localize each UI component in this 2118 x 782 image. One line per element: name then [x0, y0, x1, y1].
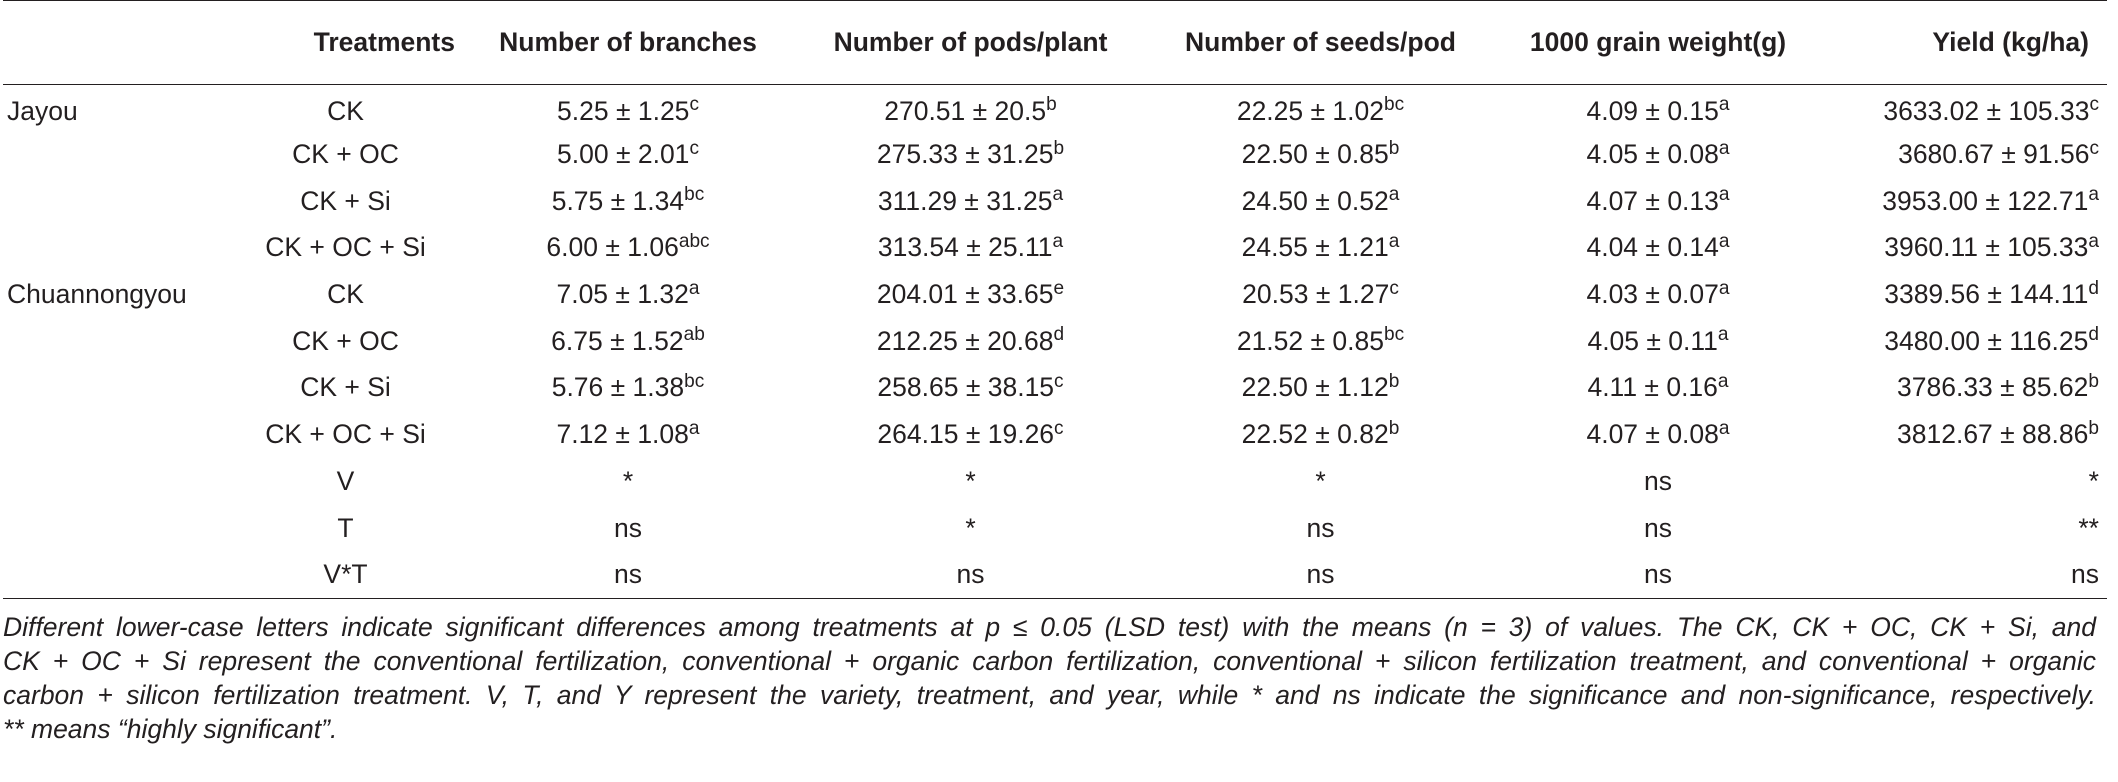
cell-value: 4.11 ± 0.16 — [1587, 372, 1718, 403]
yield-cell — [1823, 411, 2107, 458]
significance-letter: a — [1388, 230, 1400, 252]
treatment-cell: V*T — [228, 551, 463, 598]
pods-cell — [793, 178, 1148, 225]
significance-letter: b — [1053, 137, 1065, 159]
cell-value: 24.50 ± 0.52 — [1241, 185, 1389, 216]
cell-value: 4.09 ± 0.15 — [1586, 95, 1719, 126]
branches-cell — [463, 85, 793, 132]
table-row — [3, 85, 2107, 132]
significance-letter: bc — [1384, 94, 1405, 116]
cell-value: 5.00 ± 2.01 — [557, 139, 690, 170]
significance-letter: c — [2089, 137, 2099, 159]
branches-cell — [463, 271, 793, 318]
significance-letter: c — [1389, 277, 1399, 299]
cell-value: 4.07 ± 0.08 — [1586, 419, 1719, 450]
branches-cell — [463, 458, 793, 505]
cell-value: 5.76 ± 1.38 — [551, 372, 685, 403]
cell-value: 204.01 ± 33.65 — [876, 279, 1054, 310]
table-row — [3, 411, 2107, 458]
variety-cell — [3, 411, 228, 458]
significance-letter: bc — [1384, 324, 1405, 346]
pods-cell — [793, 131, 1148, 178]
branches-cell — [463, 178, 793, 225]
cell-value: 6.00 ± 1.06 — [546, 232, 679, 263]
significance-letter: abc — [678, 230, 710, 252]
significance-letter: a — [1718, 277, 1730, 299]
header-pods: Number of pods/plant — [793, 1, 1148, 85]
cell-value: 20.53 ± 1.27 — [1242, 279, 1390, 310]
cell-value: 21.52 ± 0.85 — [1236, 325, 1384, 356]
significance-letter: b — [1388, 417, 1400, 439]
significance-letter: c — [689, 137, 699, 159]
branches-cell — [463, 131, 793, 178]
treatment-cell: V — [336, 465, 355, 496]
footnote-line: CK + OC + Si represent the conventional fertilization, conventional + organic carbon fertilization, conventional + silicon fertilization treatment, and conventional + organic — [3, 645, 2096, 676]
significance-letter: a — [1718, 230, 1730, 252]
footnote-line: Different lower-case letters indicate significant differences among treatments at p ≤ 0.05 (LSD test) with the means (n = 3) of values. The CK, CK + OC, CK + Si, and — [3, 611, 2096, 642]
treatment-cell: CK + OC + Si — [265, 419, 426, 450]
variety-cell — [3, 551, 228, 598]
significance-letter: a — [688, 417, 700, 439]
yield-cell — [1823, 551, 2107, 598]
branches-cell — [463, 505, 793, 552]
cell-value: 4.07 ± 0.13 — [1586, 185, 1719, 216]
significance-letter: c — [2089, 94, 2099, 116]
cell-value: 3389.56 ± 144.11 — [1884, 279, 2089, 310]
branches-cell — [463, 318, 793, 365]
header-seeds: Number of seeds/pod — [1148, 1, 1493, 85]
yield-cell — [1823, 458, 2107, 505]
header-variety — [3, 1, 228, 85]
yield-cell — [1823, 318, 2107, 365]
treatment-cell: CK + Si — [300, 372, 391, 403]
significance-letter: b — [2088, 417, 2099, 439]
significance-letter: bc — [684, 370, 705, 392]
pods-cell — [793, 411, 1148, 458]
grain-weight-cell — [1493, 411, 1823, 458]
header-row — [3, 1, 2107, 85]
branches-cell — [463, 365, 793, 412]
pods-cell — [793, 85, 1148, 132]
variety-cell — [3, 458, 228, 505]
variety-cell — [3, 505, 228, 552]
cell-value: 258.65 ± 38.15 — [877, 372, 1055, 403]
seeds-cell — [1148, 411, 1493, 458]
cell-value: ns — [1644, 465, 1672, 496]
cell-value: ns — [956, 558, 985, 589]
table-row — [3, 178, 2107, 225]
significance-letter: e — [1053, 277, 1065, 299]
grain-weight-cell — [1493, 85, 1823, 132]
header-branches: Number of branches — [463, 1, 793, 85]
cell-value: 3960.11 ± 105.33 — [1884, 232, 2089, 263]
cell-value: ns — [1644, 558, 1672, 589]
cell-value: 3786.33 ± 85.62 — [1897, 372, 2089, 403]
variety-cell — [3, 131, 228, 178]
treatment-cell: T — [337, 512, 354, 543]
cell-value: 7.12 ± 1.08 — [556, 419, 689, 450]
header-grain-weight: 1000 grain weight(g) — [1493, 1, 1823, 85]
yield-cell — [1823, 178, 2107, 225]
variety-cell — [3, 225, 228, 272]
table-row — [3, 505, 2107, 552]
cell-value: 22.50 ± 0.85 — [1241, 139, 1389, 170]
cell-value: * — [965, 465, 976, 496]
pods-cell — [793, 551, 1148, 598]
significance-letter: ab — [683, 324, 705, 346]
significance-letter: c — [1054, 417, 1064, 439]
pods-cell — [793, 505, 1148, 552]
cell-value: ** — [2078, 512, 2099, 543]
cell-value: 4.05 ± 0.11 — [1587, 325, 1718, 356]
variety-cell — [3, 365, 228, 412]
table-row — [3, 131, 2107, 178]
significance-letter: a — [1717, 324, 1729, 346]
significance-letter: d — [2088, 277, 2099, 299]
treatment-cell: CK + OC — [292, 325, 399, 356]
cell-value: 264.15 ± 19.26 — [877, 419, 1055, 450]
variety-cell — [3, 318, 228, 365]
grain-weight-cell — [1493, 318, 1823, 365]
seeds-cell — [1148, 458, 1493, 505]
cell-value: ns — [1306, 558, 1335, 589]
significance-letter: a — [1718, 184, 1730, 206]
significance-letter: b — [1046, 94, 1057, 116]
pods-cell — [793, 365, 1148, 412]
seeds-cell — [1148, 85, 1493, 132]
significance-letter: a — [1718, 137, 1730, 159]
cell-value: 3812.67 ± 88.86 — [1897, 419, 2089, 450]
yield-cell — [1823, 131, 2107, 178]
yield-cell — [1823, 365, 2107, 412]
cell-value: ns — [1306, 512, 1335, 543]
pods-cell — [793, 225, 1148, 272]
significance-letter: d — [1053, 324, 1065, 346]
variety-cell: Chuannongyou — [7, 279, 187, 310]
cell-value: 3953.00 ± 122.71 — [1882, 185, 2089, 216]
significance-letter: a — [2088, 184, 2099, 206]
grain-weight-cell — [1493, 271, 1823, 318]
table-row — [3, 225, 2107, 272]
cell-value: ns — [614, 558, 642, 589]
pods-cell — [793, 271, 1148, 318]
cell-value: 311.29 ± 31.25 — [877, 185, 1053, 216]
cell-value: 7.05 ± 1.32 — [556, 279, 689, 310]
header-treatments: Treatments — [228, 1, 463, 85]
cell-value: * — [2088, 465, 2099, 496]
cell-value: 313.54 ± 25.11 — [877, 232, 1053, 263]
treatment-cell: CK + Si — [300, 185, 391, 216]
variety-cell — [3, 178, 228, 225]
results-table — [3, 0, 2107, 599]
cell-value: 3480.00 ± 116.25 — [1884, 325, 2089, 356]
table-row — [3, 365, 2107, 412]
seeds-cell — [1148, 178, 1493, 225]
cell-value: 275.33 ± 31.25 — [876, 139, 1054, 170]
grain-weight-cell — [1493, 505, 1823, 552]
cell-value: 22.50 ± 1.12 — [1241, 372, 1389, 403]
cell-value: 4.04 ± 0.14 — [1586, 232, 1719, 263]
yield-cell — [1823, 225, 2107, 272]
table-row — [3, 458, 2107, 505]
significance-letter: a — [1718, 417, 1730, 439]
cell-value: 4.03 ± 0.07 — [1586, 279, 1719, 310]
seeds-cell — [1148, 271, 1493, 318]
significance-letter: bc — [684, 184, 705, 206]
seeds-cell — [1148, 318, 1493, 365]
treatment-cell: CK + OC + Si — [265, 232, 426, 263]
header-yield: Yield (kg/ha) — [1823, 1, 2107, 85]
cell-value: 24.55 ± 1.21 — [1241, 232, 1389, 263]
significance-letter: c — [689, 94, 699, 116]
branches-cell — [463, 225, 793, 272]
significance-letter: b — [1388, 137, 1400, 159]
treatment-cell: CK + OC — [292, 139, 399, 170]
significance-letter: a — [1052, 184, 1064, 206]
seeds-cell — [1148, 131, 1493, 178]
variety-cell: Jayou — [7, 95, 78, 126]
grain-weight-cell — [1493, 365, 1823, 412]
cell-value: * — [965, 512, 976, 543]
cell-value: 5.25 ± 1.25 — [557, 95, 690, 126]
grain-weight-cell — [1493, 458, 1823, 505]
footnote-line: carbon + silicon fertilization treatment. V, T, and Y represent the variety, treatment, and year, while * and ns indicate the significance and non-significance, respectively. — [3, 679, 2096, 710]
yield-cell — [1823, 85, 2107, 132]
table-row — [3, 551, 2107, 598]
cell-value: 22.52 ± 0.82 — [1241, 419, 1389, 450]
significance-letter: a — [688, 277, 700, 299]
significance-letter: c — [1054, 370, 1064, 392]
cell-value: 5.75 ± 1.34 — [551, 185, 685, 216]
seeds-cell — [1148, 505, 1493, 552]
pods-cell — [793, 318, 1148, 365]
significance-letter: a — [2088, 230, 2099, 252]
cell-value: 4.05 ± 0.08 — [1586, 139, 1719, 170]
branches-cell — [463, 411, 793, 458]
cell-value: ns — [614, 512, 642, 543]
seeds-cell — [1148, 225, 1493, 272]
significance-letter: b — [2088, 370, 2099, 392]
table-row — [3, 271, 2107, 318]
cell-value: * — [622, 465, 634, 496]
cell-value: ns — [2071, 558, 2099, 589]
treatment-cell: CK — [327, 95, 364, 126]
table-row — [3, 318, 2107, 365]
cell-value: 6.75 ± 1.52 — [551, 325, 684, 356]
significance-letter: a — [1718, 94, 1730, 116]
cell-value: 212.25 ± 20.68 — [876, 325, 1054, 356]
cell-value: 270.51 ± 20.5 — [884, 95, 1047, 126]
cell-value: 3633.02 ± 105.33 — [1883, 95, 2090, 126]
table-body — [3, 85, 2107, 599]
grain-weight-cell — [1493, 131, 1823, 178]
treatment-cell: CK — [327, 279, 364, 310]
footnote-line: ** means “highly significant”. — [3, 713, 338, 744]
cell-value: 22.25 ± 1.02 — [1236, 95, 1384, 126]
seeds-cell — [1148, 365, 1493, 412]
cell-value: 3680.67 ± 91.56 — [1898, 139, 2090, 170]
table-header — [3, 1, 2107, 85]
grain-weight-cell — [1493, 225, 1823, 272]
seeds-cell — [1148, 551, 1493, 598]
table-footnote — [0, 599, 2104, 746]
significance-letter: a — [1052, 230, 1064, 252]
cell-value: ns — [1644, 512, 1672, 543]
yield-cell — [1823, 271, 2107, 318]
significance-letter: a — [1717, 370, 1729, 392]
significance-letter: d — [2088, 324, 2099, 346]
yield-cell — [1823, 505, 2107, 552]
grain-weight-cell — [1493, 178, 1823, 225]
cell-value: * — [1315, 465, 1326, 496]
pods-cell — [793, 458, 1148, 505]
significance-letter: a — [1388, 184, 1400, 206]
significance-letter: b — [1388, 370, 1400, 392]
branches-cell — [463, 551, 793, 598]
grain-weight-cell — [1493, 551, 1823, 598]
